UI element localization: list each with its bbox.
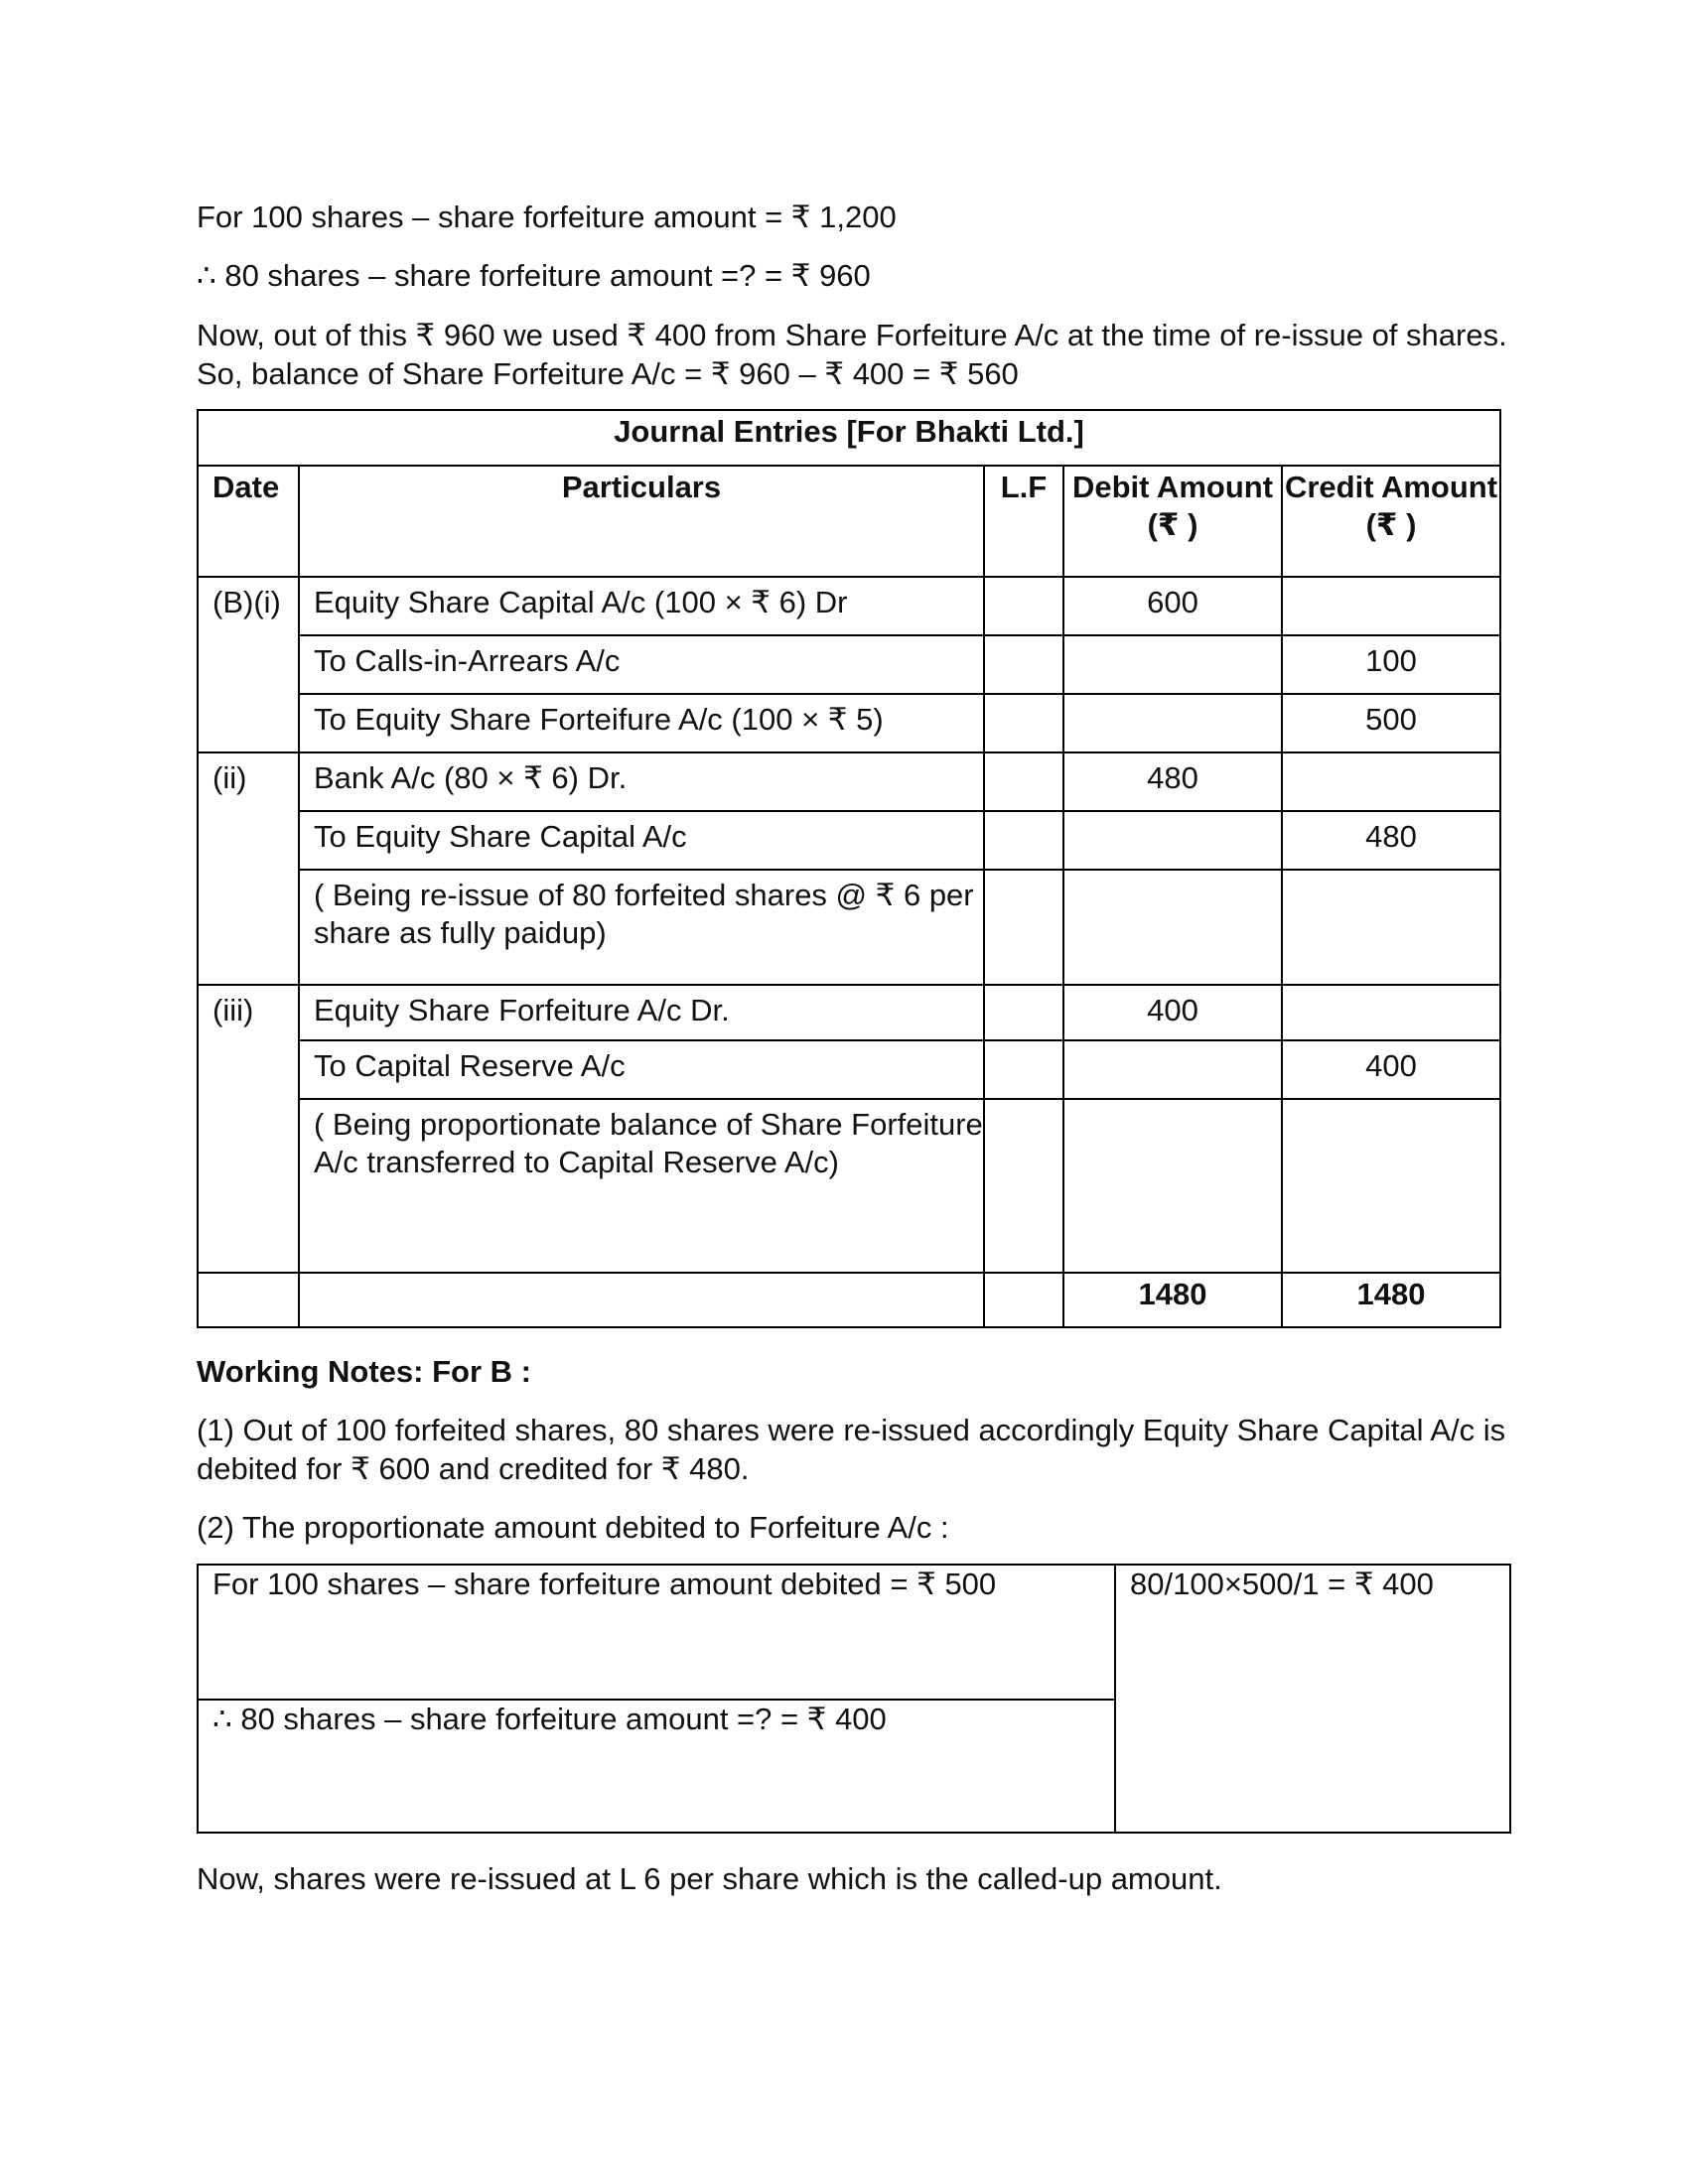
table-row [198,577,1500,635]
row-lf [984,694,1063,752]
header-date: Date [198,466,299,577]
working-note-2: (2) The proportionate amount debited to Forfeiture A/c : [197,1510,949,1545]
working-notes-heading: Working Notes: For B : [197,1354,531,1389]
table-row [198,694,1500,752]
row-debit [1063,1099,1282,1273]
row-credit: 500 [1282,694,1500,752]
table-row [198,752,1500,811]
total-credit: 1480 [1282,1273,1500,1327]
row-date: (B)(i) [198,577,299,752]
row-particulars: ( Being proportionate balance of Share Forfeiture A/c transferred to Capital Reserve A/c) [299,1099,984,1273]
row-particulars: ( Being re-issue of 80 forfeited shares @ ₹ 6 per share as fully paidup) [299,870,984,985]
table-row [198,1040,1500,1099]
working-note-1: (1) Out of 100 forfeited shares, 80 shares were re-issued accordingly Equity Share Capital A/c is debited for ₹ 600 and credited for ₹ 480. [197,1413,1506,1486]
row-credit [1282,985,1500,1040]
table-row [198,1099,1500,1273]
total-particulars-cell [299,1273,984,1327]
row-lf [984,635,1063,694]
row-debit: 480 [1063,752,1282,811]
row-credit [1282,870,1500,985]
total-row [198,1273,1500,1327]
row-debit: 400 [1063,985,1282,1040]
total-date-cell [198,1273,299,1327]
row-lf [984,870,1063,985]
row-date: (iii) [198,985,299,1273]
row-lf [984,1040,1063,1099]
row-particulars: Bank A/c (80 × ₹ 6) Dr. [299,752,984,811]
row-credit: 100 [1282,635,1500,694]
row-particulars: Equity Share Capital A/c (100 × ₹ 6) Dr [299,577,984,635]
intro-line-3: Now, out of this ₹ 960 we used ₹ 400 from Share Forfeiture A/c at the time of re-issue of shares. So, balance of Share Forfeiture A/c = ₹ 960 – ₹ 400 = ₹ 560 [197,318,1507,391]
closing-line: Now, shares were re-issued at L 6 per share which is the called-up amount. [197,1861,1222,1896]
row-lf [984,985,1063,1040]
journal-title: Journal Entries [For Bhakti Ltd.] [198,410,1500,466]
row-credit [1282,577,1500,635]
calc-left-bottom: ∴ 80 shares – share forfeiture amount =? = ₹ 400 [198,1700,1115,1833]
row-particulars: To Equity Share Capital A/c [299,811,984,870]
row-date: (ii) [198,752,299,985]
table-row [198,985,1500,1040]
table-row [198,811,1500,870]
header-particulars: Particulars [299,466,984,577]
intro-line-2: ∴ 80 shares – share forfeiture amount =? = ₹ 960 [197,258,871,293]
row-credit [1282,752,1500,811]
calc-left-top: For 100 shares – share forfeiture amount debited = ₹ 500 [198,1565,1115,1700]
row-debit [1063,694,1282,752]
row-lf [984,811,1063,870]
row-debit [1063,870,1282,985]
row-particulars: To Equity Share Forteifure A/c (100 × ₹ 5) [299,694,984,752]
header-credit: Credit Amount (₹ ) [1282,466,1500,577]
row-lf [984,1099,1063,1273]
row-credit: 400 [1282,1040,1500,1099]
row-debit [1063,811,1282,870]
total-lf-cell [984,1273,1063,1327]
row-lf [984,577,1063,635]
row-particulars: Equity Share Forfeiture A/c Dr. [299,985,984,1040]
row-particulars: To Capital Reserve A/c [299,1040,984,1099]
header-lf: L.F [984,466,1063,577]
row-debit [1063,635,1282,694]
row-credit [1282,1099,1500,1273]
row-particulars: To Calls-in-Arrears A/c [299,635,984,694]
intro-line-1: For 100 shares – share forfeiture amount = ₹ 1,200 [197,200,897,234]
total-debit: 1480 [1063,1273,1282,1327]
row-credit: 480 [1282,811,1500,870]
row-lf [984,752,1063,811]
row-debit [1063,1040,1282,1099]
table-row [198,870,1500,985]
row-debit: 600 [1063,577,1282,635]
journal-entries-table [197,409,1501,1328]
header-debit: Debit Amount (₹ ) [1063,466,1282,577]
calc-right: 80/100×500/1 = ₹ 400 [1115,1565,1510,1833]
forfeiture-calculation-table [197,1564,1511,1834]
table-row [198,635,1500,694]
